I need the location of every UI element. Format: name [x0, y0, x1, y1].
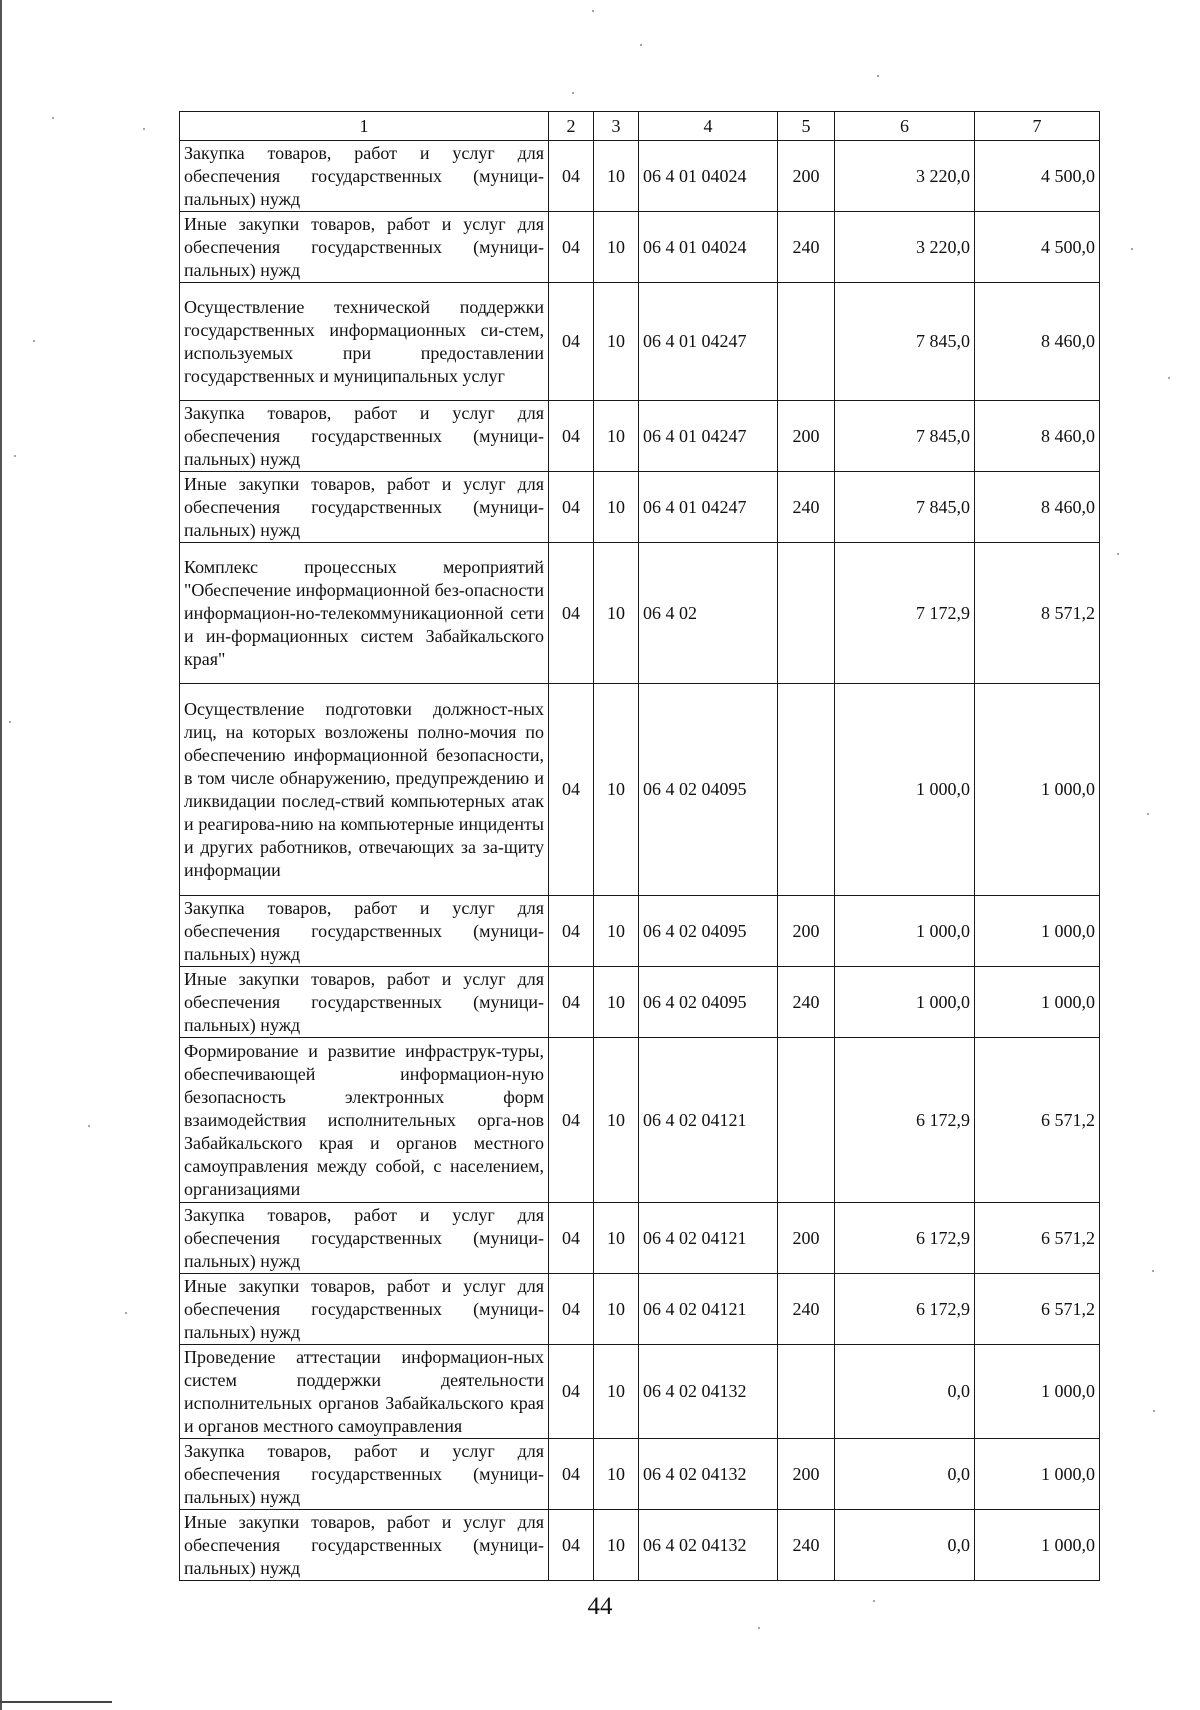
scan-speck	[1147, 813, 1149, 815]
cell-amount-6: 7 845,0	[835, 283, 975, 401]
cell-expense-type	[778, 543, 835, 684]
scan-speck	[1153, 1410, 1155, 1412]
scan-speck	[572, 92, 574, 94]
cell-amount-7: 1 000,0	[975, 896, 1100, 967]
page-number: 44	[587, 1593, 613, 1620]
cell-section: 04	[549, 896, 594, 967]
row-name: Иные закупки товаров, работ и услуг для обеспечения государственных (муници-пальных) нужд	[180, 967, 549, 1038]
cell-expense-type: 200	[778, 401, 835, 472]
cell-section: 04	[549, 1038, 594, 1203]
cell-subsection: 10	[594, 283, 639, 401]
cell-expense-type	[778, 283, 835, 401]
cell-amount-7: 6 571,2	[975, 1203, 1100, 1274]
cell-expense-type: 240	[778, 1510, 835, 1581]
column-header: 6	[835, 112, 975, 141]
table-row	[180, 684, 1100, 896]
column-header: 3	[594, 112, 639, 141]
cell-expense-type: 200	[778, 896, 835, 967]
table-row	[180, 896, 1100, 967]
table-header-row	[180, 112, 1100, 141]
cell-subsection: 10	[594, 1038, 639, 1203]
cell-amount-6: 3 220,0	[835, 212, 975, 283]
cell-target-code: 06 4 01 04247	[639, 283, 778, 401]
cell-expense-type: 200	[778, 141, 835, 212]
row-name: Закупка товаров, работ и услуг для обеспечения государственных (муници-пальных) нужд	[180, 896, 549, 967]
cell-section: 04	[549, 1439, 594, 1510]
cell-section: 04	[549, 472, 594, 543]
table-row	[180, 283, 1100, 401]
scan-speck	[877, 75, 879, 77]
scan-speck	[88, 1125, 90, 1127]
row-name: Иные закупки товаров, работ и услуг для обеспечения государственных (муници-пальных) нужд	[180, 1510, 549, 1581]
cell-expense-type: 240	[778, 967, 835, 1038]
cell-target-code: 06 4 02 04132	[639, 1510, 778, 1581]
cell-section: 04	[549, 1203, 594, 1274]
cell-amount-6: 7 845,0	[835, 401, 975, 472]
cell-subsection: 10	[594, 212, 639, 283]
column-header: 1	[180, 112, 549, 141]
cell-subsection: 10	[594, 684, 639, 896]
scan-speck	[1131, 248, 1133, 250]
cell-target-code: 06 4 01 04247	[639, 401, 778, 472]
cell-target-code: 06 4 02 04121	[639, 1274, 778, 1345]
cell-target-code: 06 4 01 04024	[639, 141, 778, 212]
cell-amount-7: 1 000,0	[975, 1345, 1100, 1439]
cell-target-code: 06 4 01 04024	[639, 212, 778, 283]
row-name: Закупка товаров, работ и услуг для обеспечения государственных (муници-пальных) нужд	[180, 401, 549, 472]
cell-amount-6: 7 172,9	[835, 543, 975, 684]
cell-amount-6: 3 220,0	[835, 141, 975, 212]
cell-section: 04	[549, 967, 594, 1038]
cell-subsection: 10	[594, 141, 639, 212]
cell-subsection: 10	[594, 472, 639, 543]
cell-target-code: 06 4 02 04095	[639, 967, 778, 1038]
row-name: Осуществление подготовки должност-ных лиц, на которых возложены полно-мочия по обеспечению информационной безопасности, в том числе обнаружению, предупреждению и ликвидации послед-ствий компьютерных атак и реагирова-нию на компьютерные инциденты и других работников, отвечающих за за-щиту информации	[180, 684, 549, 896]
cell-amount-6: 0,0	[835, 1345, 975, 1439]
cell-amount-7: 1 000,0	[975, 684, 1100, 896]
row-name: Иные закупки товаров, работ и услуг для обеспечения государственных (муници-пальных) нужд	[180, 472, 549, 543]
scan-speck	[640, 44, 642, 46]
cell-subsection: 10	[594, 1439, 639, 1510]
cell-expense-type: 240	[778, 1274, 835, 1345]
cell-amount-7: 4 500,0	[975, 212, 1100, 283]
cell-section: 04	[549, 1345, 594, 1439]
cell-subsection: 10	[594, 401, 639, 472]
scan-speck	[14, 455, 16, 457]
cell-amount-7: 1 000,0	[975, 967, 1100, 1038]
cell-section: 04	[549, 1510, 594, 1581]
cell-amount-7: 6 571,2	[975, 1274, 1100, 1345]
budget-table	[179, 111, 1100, 1581]
row-name: Формирование и развитие инфраструк-туры, обеспечивающей информацион-ную безопасность электронных форм взаимодействия исполнительных орга-нов Забайкальского края и органов местного самоуправления между собой, с населением, организациями	[180, 1038, 549, 1203]
row-name: Закупка товаров, работ и услуг для обеспечения государственных (муници-пальных) нужд	[180, 141, 549, 212]
cell-amount-7: 1 000,0	[975, 1510, 1100, 1581]
scan-speck	[143, 128, 145, 130]
row-name: Комплекс процессных мероприятий "Обеспечение информационной без-опасности информацион-но-телекоммуникационной сети и ин-формационных систем Забайкальского края"	[180, 543, 549, 684]
cell-target-code: 06 4 02 04095	[639, 896, 778, 967]
cell-subsection: 10	[594, 967, 639, 1038]
cell-section: 04	[549, 212, 594, 283]
table-row	[180, 1203, 1100, 1274]
table-row	[180, 543, 1100, 684]
cell-expense-type: 240	[778, 212, 835, 283]
cell-amount-6: 6 172,9	[835, 1274, 975, 1345]
cell-amount-7: 8 460,0	[975, 283, 1100, 401]
cell-expense-type: 200	[778, 1439, 835, 1510]
table-row	[180, 472, 1100, 543]
row-name: Закупка товаров, работ и услуг для обеспечения государственных (муници-пальных) нужд	[180, 1439, 549, 1510]
table-row	[180, 212, 1100, 283]
column-header: 2	[549, 112, 594, 141]
cell-amount-6: 1 000,0	[835, 967, 975, 1038]
cell-amount-7: 8 460,0	[975, 401, 1100, 472]
cell-amount-7: 4 500,0	[975, 141, 1100, 212]
cell-expense-type	[778, 1038, 835, 1203]
table-row	[180, 1038, 1100, 1203]
table-row	[180, 1345, 1100, 1439]
cell-expense-type: 240	[778, 472, 835, 543]
scan-speck	[1117, 553, 1119, 555]
cell-amount-7: 8 571,2	[975, 543, 1100, 684]
cell-subsection: 10	[594, 1274, 639, 1345]
cell-target-code: 06 4 02 04095	[639, 684, 778, 896]
cell-amount-6: 1 000,0	[835, 896, 975, 967]
table-row	[180, 1439, 1100, 1510]
cell-amount-6: 0,0	[835, 1439, 975, 1510]
table-row	[180, 141, 1100, 212]
table-row	[180, 401, 1100, 472]
cell-subsection: 10	[594, 1203, 639, 1274]
table-row	[180, 967, 1100, 1038]
cell-section: 04	[549, 1274, 594, 1345]
cell-target-code: 06 4 01 04247	[639, 472, 778, 543]
cell-amount-7: 1 000,0	[975, 1439, 1100, 1510]
cell-section: 04	[549, 401, 594, 472]
row-name: Иные закупки товаров, работ и услуг для обеспечения государственных (муници-пальных) нужд	[180, 1274, 549, 1345]
cell-subsection: 10	[594, 1510, 639, 1581]
cell-amount-6: 1 000,0	[835, 684, 975, 896]
cell-amount-7: 8 460,0	[975, 472, 1100, 543]
row-name: Закупка товаров, работ и услуг для обеспечения государственных (муници-пальных) нужд	[180, 1203, 549, 1274]
cell-target-code: 06 4 02 04121	[639, 1038, 778, 1203]
cell-amount-6: 6 172,9	[835, 1038, 975, 1203]
cell-expense-type: 200	[778, 1203, 835, 1274]
column-header: 7	[975, 112, 1100, 141]
cell-subsection: 10	[594, 1345, 639, 1439]
cell-section: 04	[549, 141, 594, 212]
cell-amount-6: 0,0	[835, 1510, 975, 1581]
scan-speck	[592, 10, 594, 12]
column-header: 5	[778, 112, 835, 141]
cell-target-code: 06 4 02 04132	[639, 1345, 778, 1439]
cell-subsection: 10	[594, 896, 639, 967]
cell-target-code: 06 4 02 04132	[639, 1439, 778, 1510]
scan-speck	[1168, 377, 1170, 379]
scan-speck	[1152, 1270, 1154, 1272]
cell-subsection: 10	[594, 543, 639, 684]
cell-expense-type	[778, 684, 835, 896]
cell-expense-type	[778, 1345, 835, 1439]
row-name: Проведение аттестации информацион-ных систем поддержки деятельности исполнительных органов Забайкальского края и органов местного самоуправления	[180, 1345, 549, 1439]
cell-target-code: 06 4 02 04121	[639, 1203, 778, 1274]
table-row	[180, 1510, 1100, 1581]
cell-amount-7: 6 571,2	[975, 1038, 1100, 1203]
cell-section: 04	[549, 684, 594, 896]
row-name: Иные закупки товаров, работ и услуг для обеспечения государственных (муници-пальных) нужд	[180, 212, 549, 283]
cell-section: 04	[549, 543, 594, 684]
scan-speck	[758, 1627, 760, 1629]
table-row	[180, 1274, 1100, 1345]
scan-speck	[9, 721, 11, 723]
column-header: 4	[639, 112, 778, 141]
cell-amount-6: 6 172,9	[835, 1203, 975, 1274]
cell-target-code: 06 4 02	[639, 543, 778, 684]
cell-section: 04	[549, 283, 594, 401]
scan-speck	[125, 1312, 127, 1314]
cell-amount-6: 7 845,0	[835, 472, 975, 543]
scan-speck	[52, 117, 54, 119]
scan-left-edge	[0, 0, 2, 1710]
row-name: Осуществление технической поддержки государственных информационных си-стем, используемых при предоставлении государственных и муниципальных услуг	[180, 283, 549, 401]
scan-bottom-mark	[0, 1701, 112, 1703]
scan-speck	[33, 340, 35, 342]
